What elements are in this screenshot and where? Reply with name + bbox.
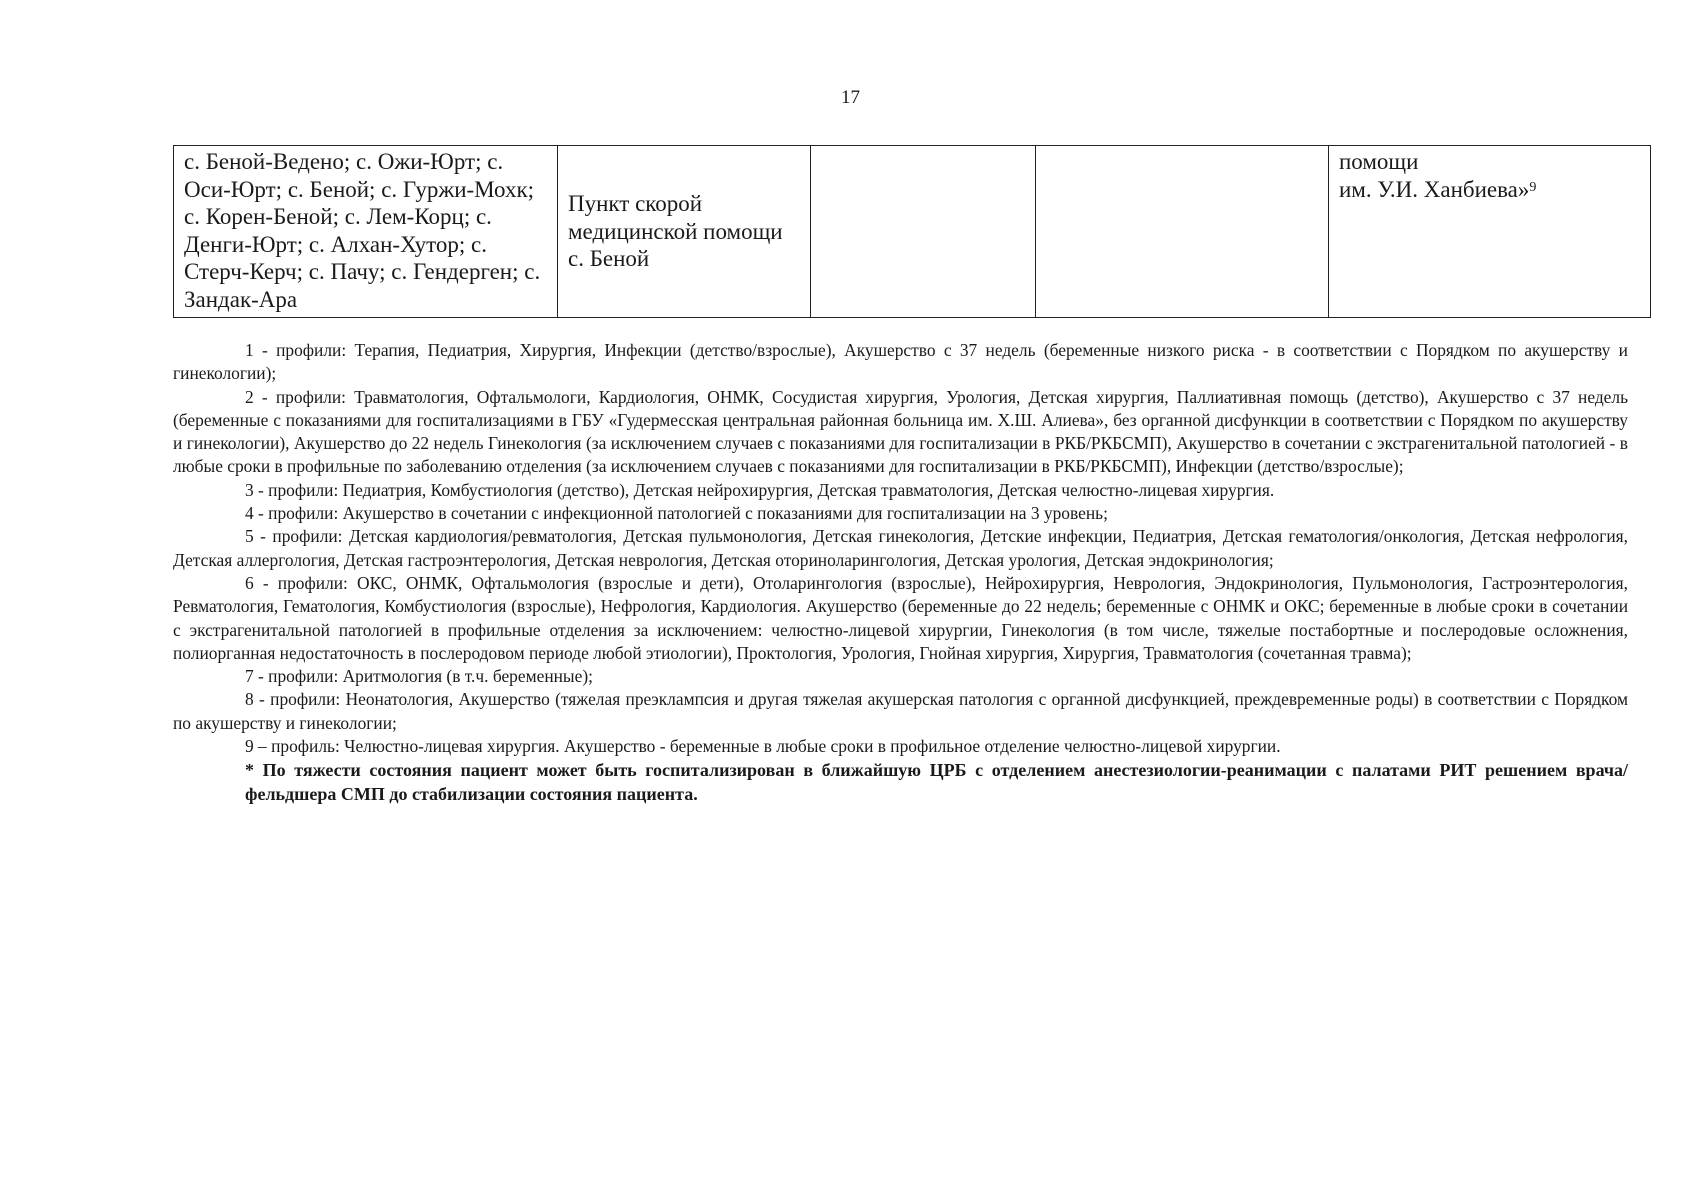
table-row [174, 146, 1651, 318]
organization-name: им. У.И. Ханбиева» [1339, 176, 1530, 202]
organization-cell [1329, 146, 1651, 318]
organization-line-2 [1339, 176, 1640, 204]
note-5: 5 - профили: Детская кардиология/ревматология, Детская пульмонология, Детская гинекология, Детские инфекции, Педиатрия, Детская гематология/онкология, Детская нефрология, Детская аллергология, Детская гастроэнтерология, Детская неврология, Детская оториноларингология, Детская урология, Детская эндокринология; [173, 526, 1628, 570]
note-2: 2 - профили: Травматология, Офтальмологи, Кардиология, ОНМК, Сосудистая хирургия, Урология, Детская хирургия, Паллиативная помощь (детство), Акушерство с 37 недель (беременные с показаниями для госпитализациями в ГБУ «Гудермесская центральная районная больница им. Х.Ш. Алиева», без органной дисфункции в соответствии с Порядком по акушерству и гинекологии), Акушерство до 22 недель Гинекология (за исключением случаев с показаниями для госпитализации в РКБ/РКБСМП), Акушерство в сочетании с экстрагенитальной патологией - в любые сроки в профильные по заболеванию отделения (за исключением случаев с показаниями для госпитализации в РКБ/РКБСМП), Инфекции (детство/взрослые); [173, 386, 1628, 477]
note-1: 1 - профили: Терапия, Педиатрия, Хирургия, Инфекции (детство/взрослые), Акушерство с 37 недель (беременные низкого риска - в соответствии с Порядком по акушерству и гинекологии); [173, 340, 1628, 384]
note-8: 8 - профили: Неонатология, Акушерство (тяжелая преэклампсия и другая тяжелая акушерская патология с органной дисфункцией, преждевременные роды) в соответствии с Порядком по акушерству и гинекологии; [173, 689, 1628, 733]
empty-cell-4 [1036, 146, 1329, 318]
empty-cell-3 [811, 146, 1036, 318]
page-number: 17 [841, 87, 860, 108]
important-note: * По тяжести состояния пациент может быть госпитализирован в ближайшую ЦРБ с отделением анестезиологии-реанимации с палатами РИТ решением врача/фельдшера СМП до стабилизации состояния пациента. [245, 760, 1628, 805]
note-4: 4 - профили: Акушерство в сочетании с инфекционной патологией с показаниями для госпитализации на 3 уровень; [245, 503, 1108, 524]
routing-table [173, 145, 1651, 318]
note-9: 9 – профиль: Челюстно-лицевая хирургия. Акушерство - беременные в любые сроки в профильное отделение челюстно-лицевой хирургии. [245, 736, 1281, 757]
footnote-marker: 9 [1529, 179, 1537, 195]
note-3: 3 - профили: Педиатрия, Комбустиология (детство), Детская нейрохирургия, Детская травматология, Детская челюстно-лицевая хирургия. [245, 479, 1275, 500]
note-6: 6 - профили: ОКС, ОНМК, Офтальмология (взрослые и дети), Отоларингология (взрослые), Нейрохирургия, Неврология, Эндокринология, Пульмонология, Гастроэнтерология, Ревматология, Гематология, Комбустиология (взрослые), Нефрология, Кардиология. Акушерство (беременные до 22 недель; беременные с ОНМК и ОКС; беременные в любые сроки в сочетании с экстрагенитальной патологией в профильные отделения за исключением: челюстно-лицевой хирургии, Гинекология (в том числе, тяжелые постабортные и послеродовые осложнения, полиорганная недостаточность в послеродовом периоде любой этиологии), Проктология, Урология, Гнойная хирургия, Хирургия, Травматология (сочетанная травма); [173, 572, 1628, 663]
ambulance-point-cell: Пункт скорой медицинской помощи с. Беной [558, 146, 811, 318]
villages-cell: с. Беной-Ведено; с. Ожи-Юрт; с. Оси-Юрт; с. Беной; с. Гуржи-Мохк; с. Корен-Беной; с. Лем-Корц; с. Денги-Юрт; с. Алхан-Хутор; с. Стерч-Керч; с. Пачу; с. Гендерген; с. Зандак-Ара [174, 146, 558, 318]
organization-line-1: помощи [1339, 149, 1419, 174]
note-7: 7 - профили: Аритмология (в т.ч. беременные); [245, 666, 593, 687]
profile-notes [173, 339, 1628, 806]
